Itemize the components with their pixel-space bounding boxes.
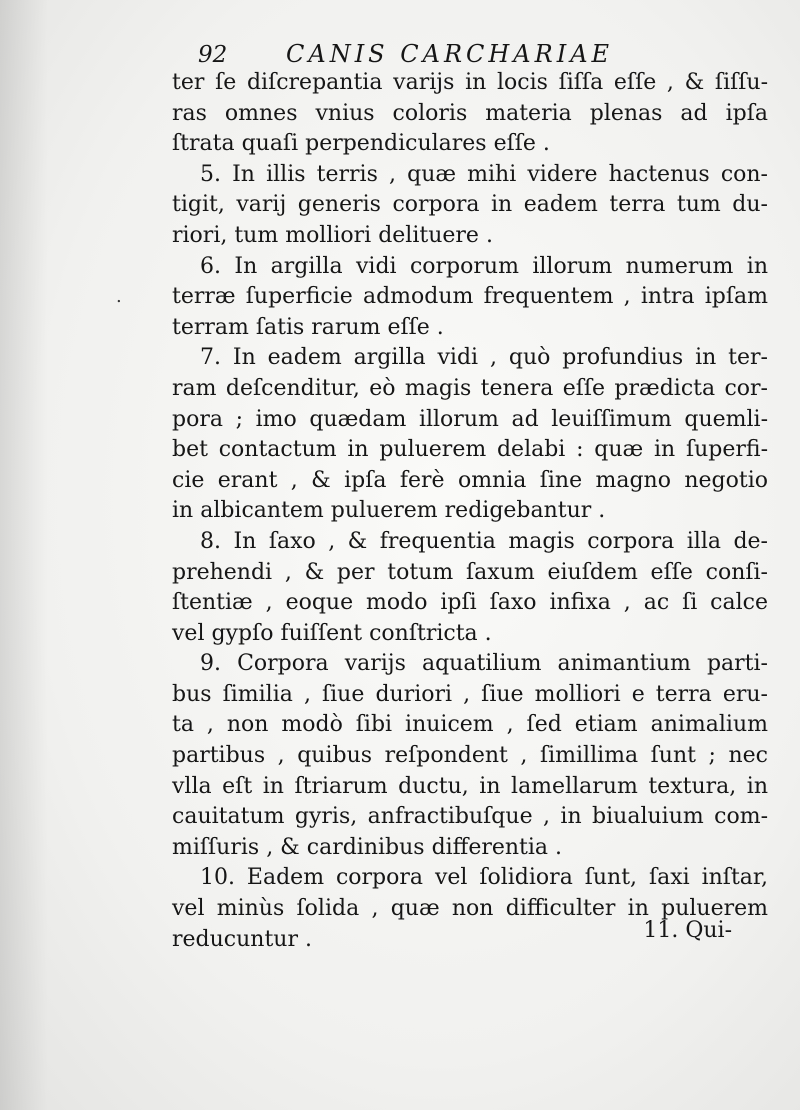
gutter-shadow — [0, 0, 48, 1110]
text-line: ras omnes vnius coloris materia plenas ad ipſa — [172, 100, 768, 126]
text-line: pora ; imo quædam illorum ad leuiſſimum quemli- — [172, 406, 768, 432]
page-number: 92 — [198, 42, 228, 68]
text-line: prehendi , & per totum ſaxum eiuſdem eſſe conſi- — [172, 559, 768, 585]
text-line: vel gypſo fuiſſent conſtricta . — [172, 620, 492, 646]
text-line: 5. In illis terris , quæ mihi videre hactenus con- — [200, 161, 768, 187]
text-line: terræ ſuperficie admodum frequentem , intra ipſam — [172, 284, 768, 310]
text-line: tigit, varij generis corpora in eadem terra tum du- — [172, 192, 768, 218]
text-line: cauitatum gyris, anfractibuſque , in biualuium com- — [172, 804, 768, 830]
text-line: miſſuris , & cardinibus differentia . — [172, 834, 563, 860]
text-line: 9. Corpora varijs aquatilium animantium parti- — [200, 651, 768, 677]
text-line: in albicantem puluerem redigebantur . — [172, 498, 606, 524]
text-line: reducuntur . — [172, 926, 312, 952]
text-line: ter ſe diſcrepantia varijs in locis ſiſſa eſſe , & ſiſſu- — [172, 70, 768, 95]
text-line: partibus , quibus reſpondent , ſimillima ſunt ; nec — [172, 743, 768, 769]
text-line: cie erant , & ipſa ferè omnia ſine magno negotio — [172, 467, 768, 493]
text-line: vel minùs ſolida , quæ non difficulter in puluerem — [172, 896, 768, 922]
text-line: 10. Eadem corpora vel ſolidiora ſunt, ſaxi inſtar, — [200, 865, 768, 891]
margin-mark: . — [116, 286, 122, 307]
text-line: terram ſatis rarum eſſe . — [172, 314, 444, 340]
text-line: riori, tum molliori delituere . — [172, 222, 493, 248]
text-line: bet contactum in puluerem delabi : quæ in ſuperfi- — [172, 437, 768, 463]
text-line: ta , non modò ſibi inuicem , ſed etiam animalium — [172, 712, 768, 738]
text-line: 6. In argilla vidi corporum illorum numerum in — [200, 253, 768, 279]
running-head: CANIS CARCHARIAE — [286, 40, 614, 68]
text-line: ſtrata quaſi perpendiculares eſſe . — [172, 131, 550, 157]
text-line: 7. In eadem argilla vidi , quò profundius in ter- — [200, 345, 768, 371]
text-line: 8. In ſaxo , & frequentia magis corpora illa de- — [200, 528, 768, 554]
text-line: ſtentiæ , eoque modo ipſi ſaxo infixa , ac ſi calce — [172, 590, 768, 616]
text-line: vlla eſt in ſtriarum ductu, in lamellarum textura, in — [172, 773, 768, 799]
text-line: bus ſimilia , ſiue duriori , ſiue molliori e terra eru- — [172, 681, 768, 707]
body-text — [172, 68, 768, 955]
catchword: 11. Qui- — [643, 918, 732, 943]
text-line: ram deſcenditur, eò magis tenera eſſe prædicta cor- — [172, 375, 768, 401]
